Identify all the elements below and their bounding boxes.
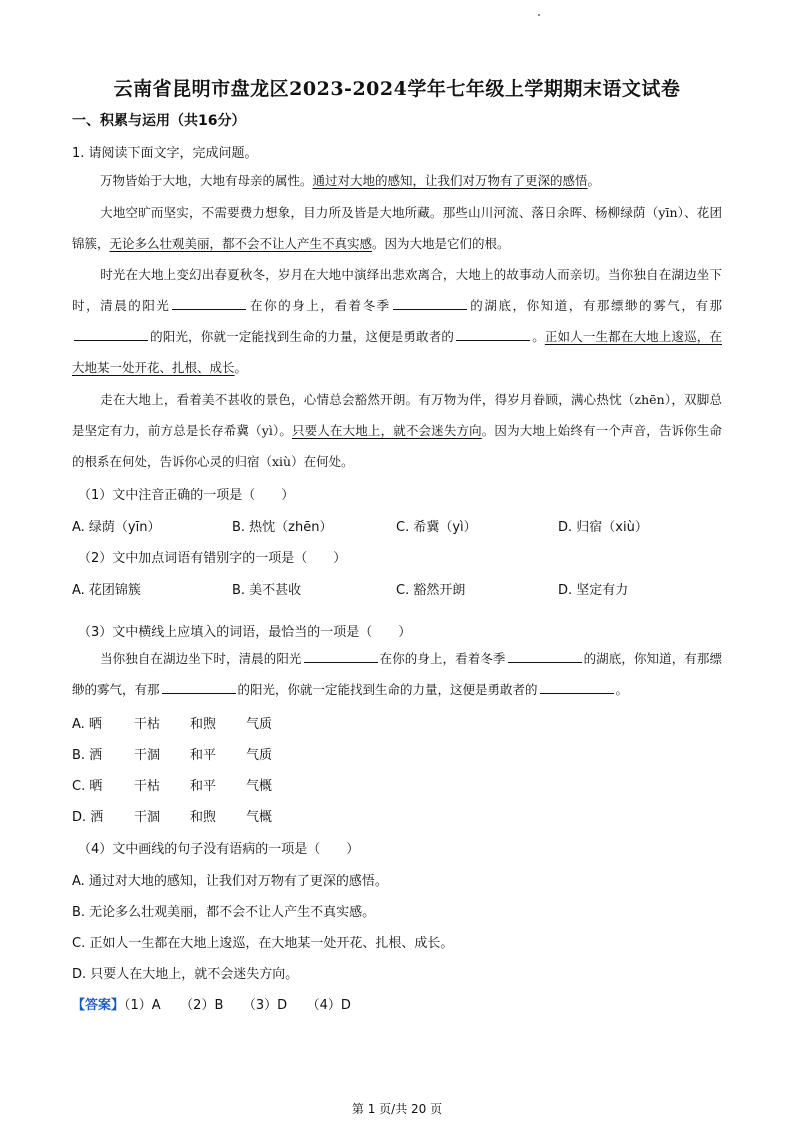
option-d[interactable]: D. 只要人在大地上，就不会迷失方向。 (72, 967, 299, 982)
answer-text: （1）A （2）B （3）D （4）D (124, 998, 351, 1013)
fill-blank-3 (74, 328, 148, 341)
answer-line (72, 994, 351, 1013)
option-c[interactable]: C. 豁然开朗 (396, 583, 466, 598)
underlined-sentence-4: 只要人在大地上，就不会迷失方向 (292, 423, 482, 438)
option-b[interactable]: B. 美不甚收 (232, 583, 302, 598)
option-d[interactable]: D. 坚定有力 (558, 583, 629, 598)
sub-question-3-passage: 当你独自在湖边坐下时，清晨的阳光 在你的身上，看着冬季 的湖底，你知道，有那缥缈的雾气，有那 的阳光，你就一定能找到生命的力量，这便是勇敢者的 。 (72, 651, 722, 697)
underlined-sentence-3: 正如人一生都在大地上逡巡，在大地某一处开花、扎根、成长 (72, 329, 722, 375)
underlined-sentence-2: 无论多么壮观美丽，都不会不让人产生不真实感 (109, 236, 373, 251)
page-title: 云南省昆明市盘龙区2023-2024学年七年级上学期期末语文试卷 (113, 78, 681, 100)
option-c[interactable]: C. 正如人一生都在大地上逡巡，在大地某一处开花、扎根、成长。 (72, 936, 454, 951)
option-c[interactable]: C. 希冀（yì） (396, 520, 477, 535)
option-b[interactable]: B. 热忱（zhēn） (232, 520, 333, 535)
fill-blank-4 (540, 681, 614, 694)
passage-paragraph-1: 万物皆始于大地，大地有母亲的属性。通过对大地的感知，让我们对万物有了更深的感悟。 (100, 173, 601, 188)
fill-blank-1 (304, 650, 378, 663)
sub-question-2-stem: （2）文中加点词语有错别字的一项是（ ） (78, 551, 347, 566)
fill-blank-4 (456, 328, 530, 341)
passage-paragraph-4: 走在大地上，看着美不甚收的景色，心情总会豁然开朗。有万物为伴，得岁月眷顾，满心热忱（zhēn），双脚总是坚定有力，前方总是长存希冀（yì）。只要人在大地上，就不会迷失方向。因为大地上始终有一个声音，告诉你生命的根系在何处，告诉你心灵的归宿（xiù）在何处。 (72, 392, 722, 469)
section-heading: 一、积累与运用（共16分） (72, 113, 246, 129)
page-footer: 第 1 页/共 20 页 (351, 1102, 443, 1116)
fill-blank-2 (393, 297, 467, 310)
fill-blank-2 (508, 650, 582, 663)
answer-tag: 【答案】 (72, 998, 125, 1013)
scan-dot (538, 14, 540, 16)
option-a[interactable]: A. 花团锦簇 (72, 583, 141, 598)
sub-question-3-stem: （3）文中横线上应填入的词语，最恰当的一项是（ ） (78, 625, 412, 640)
option-a[interactable]: A. 绿荫（yīn） (72, 520, 161, 535)
option-a[interactable]: A. 通过对大地的感知，让我们对万物有了更深的感悟。 (72, 874, 388, 889)
underlined-sentence-1: 通过对大地的感知，让我们对万物有了更深的感悟 (312, 173, 588, 188)
passage-paragraph-2: 大地空旷而坚实，不需要费力想象，目力所及皆是大地所藏。那些山川河流、落日余晖、杨柳绿荫（yīn）、花团锦簇，无论多么壮观美丽，都不会不让人产生不真实感。因为大地是它们的根。 (72, 205, 722, 251)
sub-question-1-stem: （1）文中注音正确的一项是（ ） (78, 488, 295, 503)
passage-paragraph-3: 时光在大地上变幻出春夏秋冬，岁月在大地中演绎出悲欢离合，大地上的故事动人而亲切。当你独自在湖边坐下时，清晨的阳光 在你的身上，看着冬季 的湖底，你知道，有那缥缈的雾气，有那的阳光，你就一定能找到生命的力量，这便是勇敢者的 。正如人一生都在大地上逡巡，在大地某一处开花、扎根、成长。 (72, 267, 722, 375)
option-d[interactable]: D. 归宿（xiù） (558, 520, 648, 535)
fill-blank-1 (172, 297, 246, 310)
question-1-stem: 1. 请阅读下面文字，完成问题。 (72, 146, 258, 161)
sub-question-4-stem: （4）文中画线的句子没有语病的一项是（ ） (78, 842, 360, 857)
option-b[interactable]: B. 无论多么壮观美丽，都不会不让人产生不真实感。 (72, 905, 376, 920)
fill-blank-3 (162, 681, 236, 694)
document-page: 云南省昆明市盘龙区2023-2024学年七年级上学期期末语文试卷 一、积累与运用（共16分） 1. 请阅读下面文字，完成问题。 万物皆始于大地，大地有母亲的属性。通过对大地的感知，让我们对万物有了更深的感悟。 大地空旷而坚实，不需要费力想象，目力所及皆是大地所藏。那些山川河流、落日余晖、杨柳绿荫（yīn）、花团锦簇，无论多么壮观美丽，都不会不让人产生不真实感。因为大地是它们的根。 时光在大地上变幻出春夏秋冬，岁月在大地中演绎出悲欢离合，大地上的故事动人而亲切。当你独自在湖边坐下时，清晨的阳光 在你的身上，看着冬季 的湖底，你知道，有那缥缈的雾气，有那的阳光，你就一定能找到生命的力量，这便是勇敢者的 。正如人一生都在大地上逡巡，在大地某一处开花、扎根、成长。 走在大地上，看着美不甚收的景色，心情总会豁然开朗。有万物为伴，得岁月眷顾，满心热忱（zhēn），双脚总是坚定有力，前方总是长存希冀（yì）。只要人在大地上，就不会迷失方向。因为大地上始终有一个声音，告诉你生命的根系在何处，告诉你心灵的归宿（xiù）在何处。 （1）文中注音正确的一项是（ ） A. 绿荫（yīn） B. 热忱（zhēn） C. 希冀（yì） D. 归宿（xiù） （2）文中加点词语有错别字的一项是（ ） A. 花团锦簇 B. 美不甚收 C. 豁然开朗 D. 坚定有力 （3）文中横线上应填入的词语，最恰当的一项是（ ） 当你独自在湖边坐下时，清晨的阳光 在你的身上，看着冬季 的湖底，你知道，有那缥缈的雾气，有那 的阳光，你就一定能找到生命的力量，这便是勇敢者的 。 A. 晒 干枯 和煦 气质 B. 洒 干涸 和平 气质 C. 晒 干枯 和平 气概 D. 洒 干涸 和煦 气概 （4）文中画线的句子没有语病的一项是（ ） A. 通过对大地的感知，让我们对万物有了更深的感悟。 B. 无论多么壮观美丽，都不会不让人产生不真实感。 C. 正如人一生都在大地上逡巡，在大地某一处开花、扎根、成长。 D. 只要人在大地上，就不会迷失方向。 【答案】（1）A （2）B （3）D （4）D 第 1 页/共 20 页 (0, 0, 794, 1123)
